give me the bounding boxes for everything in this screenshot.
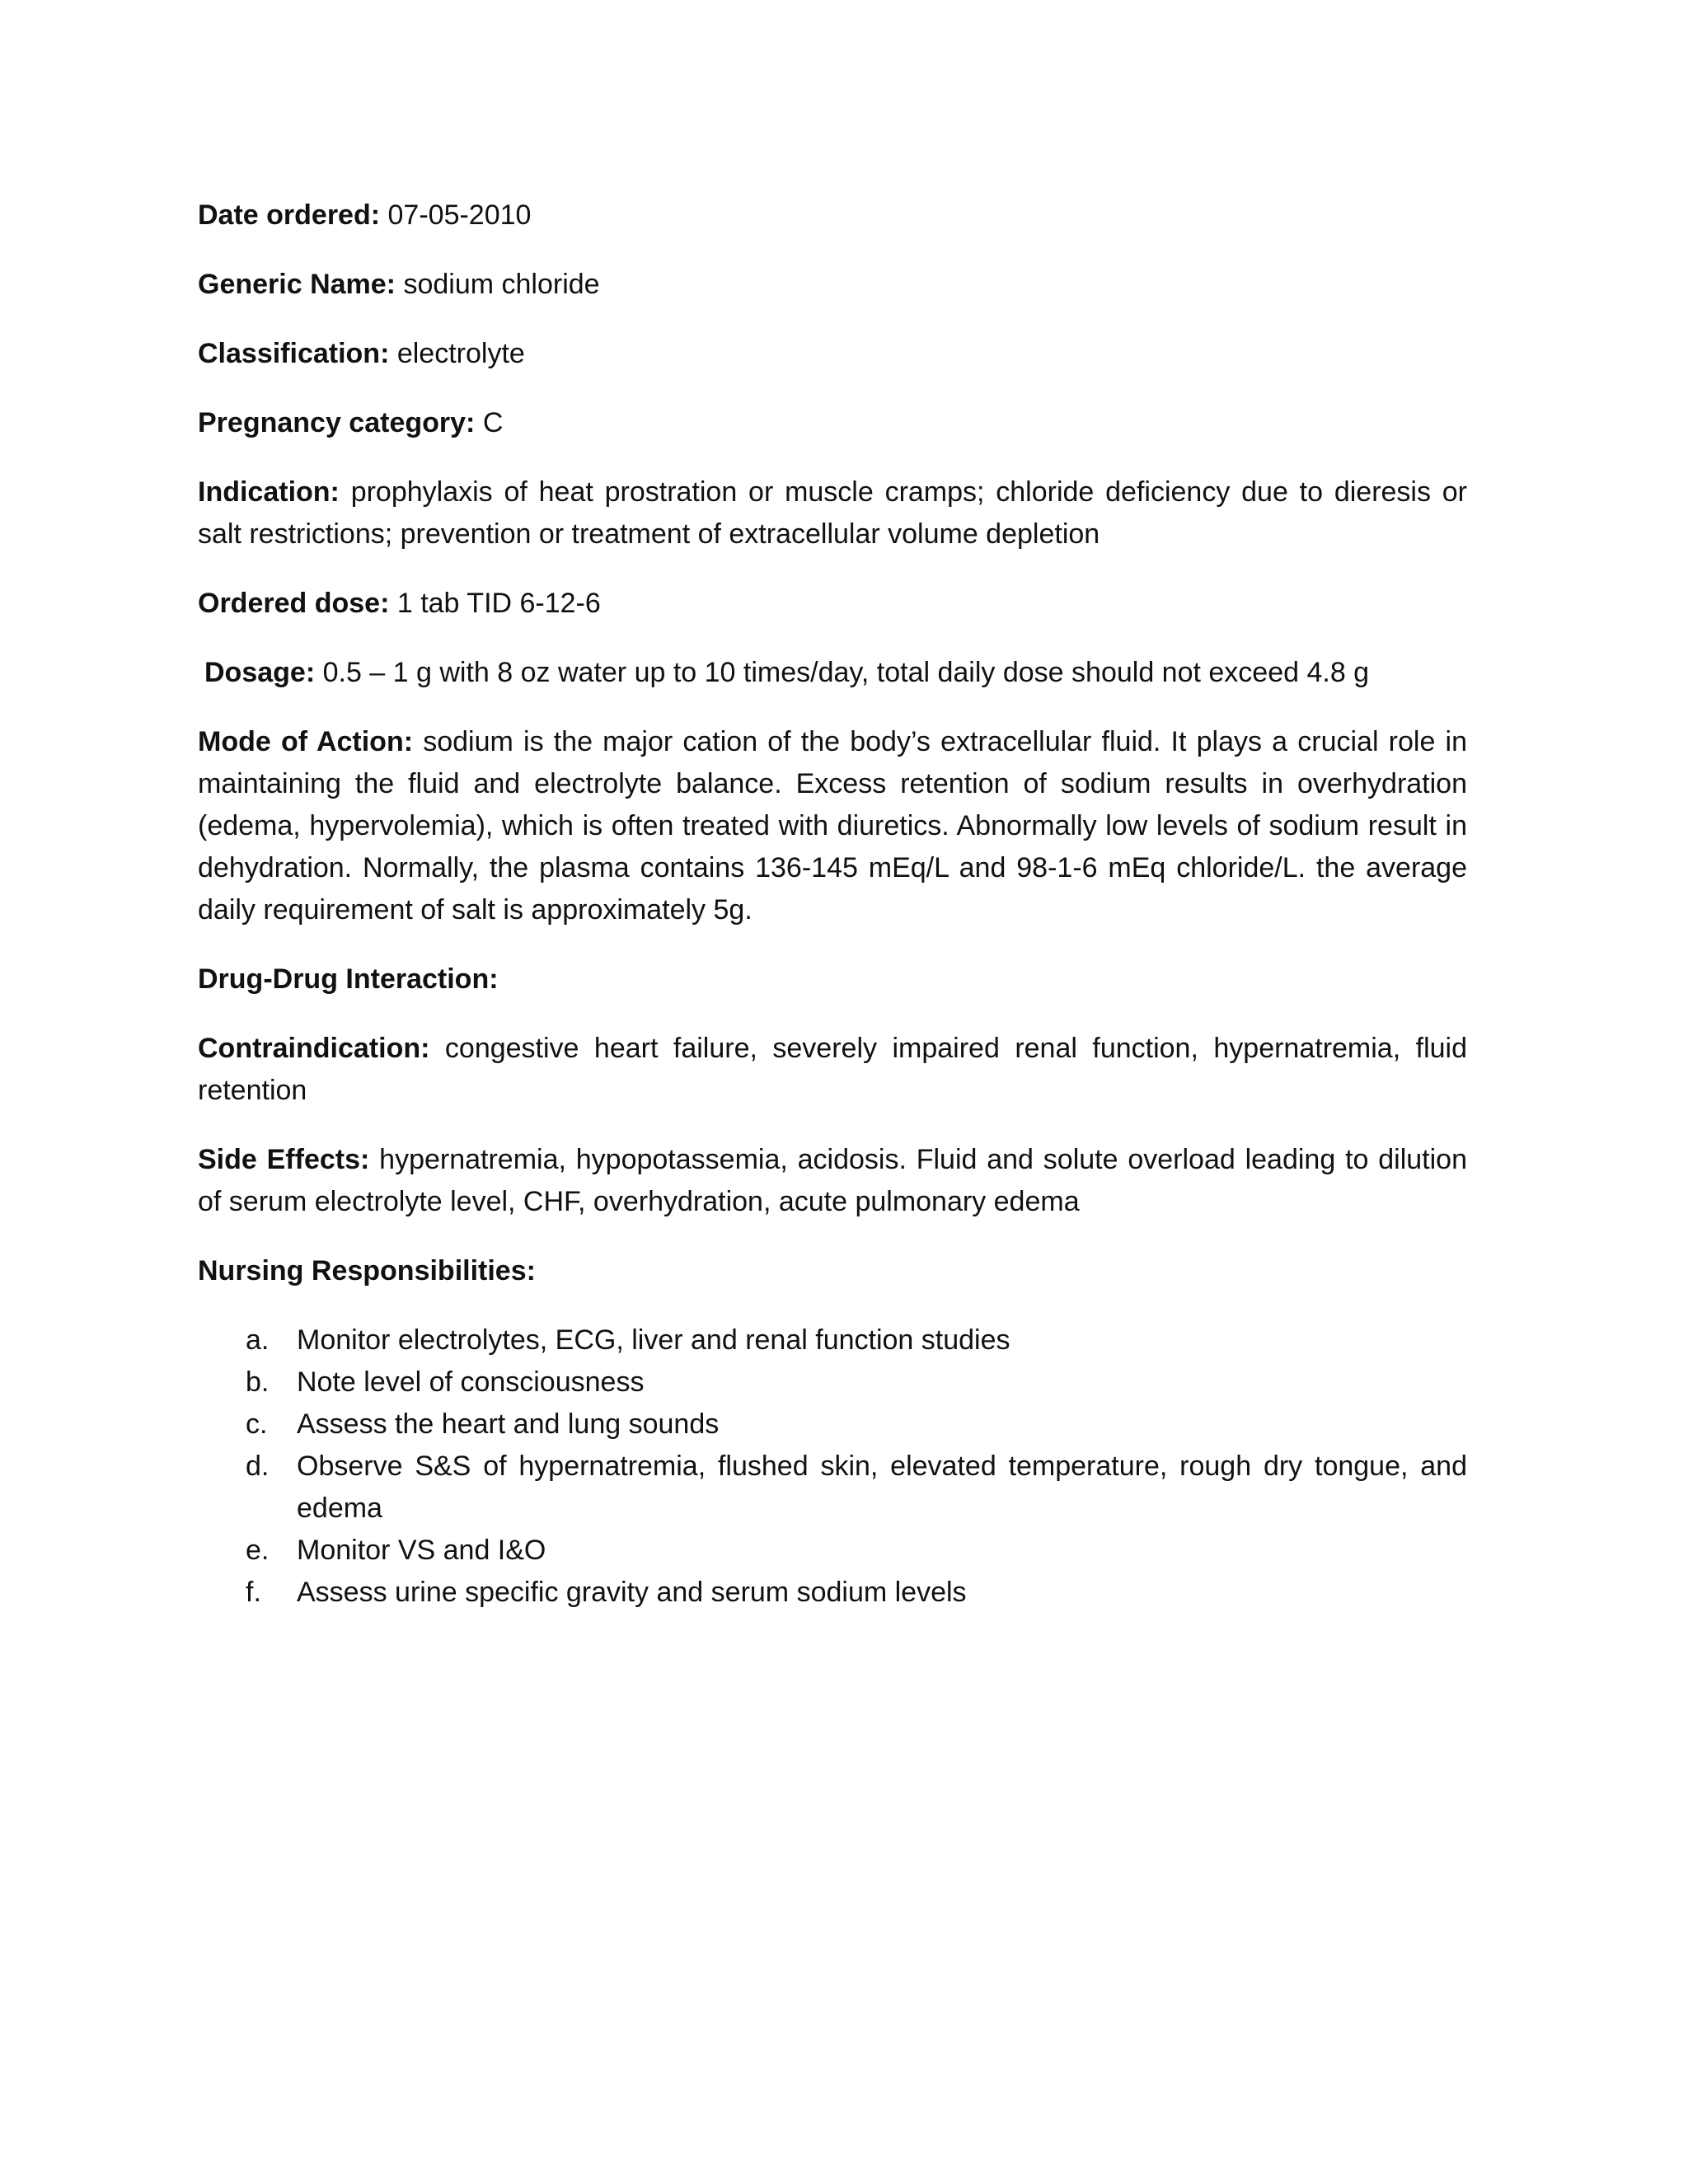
document-page (198, 194, 1467, 1614)
list-item-marker: c. (246, 1408, 268, 1440)
nursing-responsibilities-heading (198, 1250, 1467, 1292)
nursing-responsibilities-list (198, 1319, 1467, 1614)
list-item-text: Monitor electrolytes, ECG, liver and renal function studies (297, 1324, 1010, 1356)
classification-value: electrolyte (396, 338, 525, 369)
side-effects-value: hypernatremia, hypopotassemia, acidosis. Fluid and solute overload leading to dilution of serum electrolyte level, CHF, overhydration, acute pulmonary edema (198, 1144, 1467, 1217)
drug-drug-interaction-field (198, 958, 1467, 1001)
generic-name-label: Generic Name: (198, 269, 396, 300)
ordered-dose-field (198, 583, 1467, 625)
list-item-text: Observe S&S of hypernatremia, flushed skin, elevated temperature, rough dry tongue, and edema (297, 1451, 1467, 1524)
generic-name-field (198, 264, 1467, 306)
indication-value: prophylaxis of heat prostration or muscle cramps; chloride deficiency due to dieresis or salt restrictions; prevention or treatment of extracellular volume depletion (198, 476, 1468, 550)
date-ordered-value: 07-05-2010 (387, 199, 532, 231)
list-item-text: Note level of consciousness (297, 1366, 645, 1398)
indication-field (198, 471, 1467, 555)
mode-of-action-label: Mode of Action: (198, 726, 414, 757)
mode-of-action-value: sodium is the major cation of the body’s extracellular fluid. It plays a crucial role in maintaining the fluid and electrolyte balance. Excess retention of sodium results in overhydration (edema, hypervolemia), which is often treated with diuretics. Abnormally low levels of sodium result in dehydration. Normally, the plasma contains 136-145 mEq/L and 98-1-6 mEq chloride/L. the average daily requirement of salt is approximately 5g. (198, 726, 1468, 926)
list-item-marker: b. (246, 1366, 270, 1398)
date-ordered-field (198, 194, 1467, 237)
classification-label: Classification: (198, 338, 390, 369)
contraindication-value: congestive heart failure, severely impaired renal function, hypernatremia, fluid retention (198, 1033, 1467, 1106)
pregnancy-category-value: C (482, 407, 504, 438)
ordered-dose-value: 1 tab TID 6-12-6 (396, 588, 601, 619)
list-item-marker: d. (246, 1451, 270, 1482)
dosage-field (198, 652, 1467, 694)
list-item (198, 1319, 1467, 1361)
side-effects-label: Side Effects: (198, 1144, 370, 1175)
list-item (198, 1530, 1467, 1572)
list-item-text: Assess the heart and lung sounds (297, 1408, 720, 1440)
date-ordered-label: Date ordered: (198, 199, 381, 231)
indication-label: Indication: (198, 476, 340, 508)
generic-name-value: sodium chloride (403, 269, 600, 300)
contraindication-field (198, 1028, 1467, 1112)
list-item-marker: e. (246, 1535, 270, 1566)
list-item (198, 1572, 1467, 1614)
side-effects-field (198, 1139, 1467, 1223)
dosage-value: 0.5 – 1 g with 8 oz water up to 10 times/day, total daily dose should not exceed 4.8 g (322, 657, 1370, 688)
drug-drug-interaction-label: Drug-Drug Interaction: (198, 963, 499, 995)
mode-of-action-field (198, 721, 1467, 931)
ordered-dose-label: Ordered dose: (198, 588, 390, 619)
list-item-marker: f. (246, 1577, 261, 1608)
contraindication-label: Contraindication: (198, 1033, 430, 1064)
dosage-label: Dosage: (204, 657, 316, 688)
classification-field (198, 333, 1467, 375)
pregnancy-category-label: Pregnancy category: (198, 407, 476, 438)
list-item-marker: a. (246, 1324, 270, 1356)
list-item (198, 1361, 1467, 1404)
nursing-responsibilities-label: Nursing Responsibilities: (198, 1255, 536, 1286)
list-item-text: Assess urine specific gravity and serum sodium levels (297, 1577, 967, 1608)
pregnancy-category-field (198, 402, 1467, 444)
list-item (198, 1446, 1467, 1530)
list-item (198, 1404, 1467, 1446)
list-item-text: Monitor VS and I&O (297, 1535, 546, 1566)
